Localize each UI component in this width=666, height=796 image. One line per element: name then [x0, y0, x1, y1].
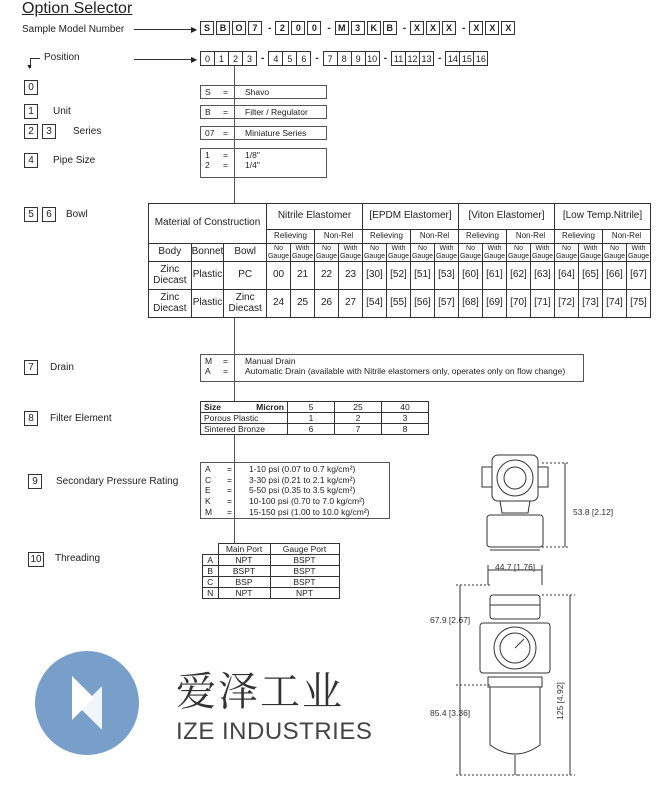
bowl-code-cell: [53] [435, 262, 459, 290]
gauge-header: No Gauge [315, 245, 338, 260]
position-cell: 16 [474, 51, 488, 66]
gauge-header: No Gauge [603, 245, 626, 260]
bowl-code-cell: [70] [507, 290, 531, 318]
position-cell: 13 [420, 51, 434, 66]
relief-header: Non-Rel [411, 230, 459, 244]
gauge-header: With Gauge [579, 245, 602, 260]
gauge-header: With Gauge [339, 245, 362, 260]
bowl-code-cell: [55] [387, 290, 411, 318]
page-title: Option Selector [22, 0, 133, 17]
bowl-code-cell: [74] [603, 290, 627, 318]
bowl-code-cell: [69] [483, 290, 507, 318]
bowl-code-cell: 24 [267, 290, 291, 318]
relief-header: Relieving [267, 230, 315, 244]
gauge-header: No Gauge [555, 245, 578, 260]
sample-cell: X [410, 21, 424, 35]
section-num: 0 [24, 80, 38, 95]
section-label-bowl: Bowl [66, 209, 88, 220]
series-options: 07 = Miniature Series [200, 126, 327, 140]
arrow-down-icon: ▼ [26, 64, 33, 71]
gauge-header: No Gauge [411, 245, 434, 260]
position-cell: 1 [215, 51, 229, 66]
bowl-code-cell: [61] [483, 262, 507, 290]
separator-dash: - [402, 22, 407, 34]
section-num: 9 [28, 474, 42, 489]
relief-header: Non-Rel [315, 230, 363, 244]
sample-cell: B [383, 21, 397, 35]
gauge-header: No Gauge [507, 245, 530, 260]
bowl-header: Bowl [224, 244, 267, 262]
section-label-drain: Drain [50, 362, 74, 373]
section-num: 8 [24, 411, 38, 426]
bowl-code-cell: 00 [267, 262, 291, 290]
section-label-pipe: Pipe Size [53, 155, 96, 166]
separator-dash: - [261, 53, 265, 64]
watermark-cn: 爱泽工业 [176, 669, 344, 715]
top-view-drawing [482, 455, 570, 550]
bowl-code-cell: 21 [291, 262, 315, 290]
bowl-code-cell: 27 [339, 290, 363, 318]
front-view-drawing [456, 565, 575, 775]
body-cell: Zinc Diecast [149, 290, 192, 318]
position-arrow-bar [30, 58, 40, 59]
separator-dash: - [315, 53, 319, 64]
sample-cell: 0 [291, 21, 305, 35]
sample-cell: 0 [307, 21, 321, 35]
position-cells [200, 51, 488, 66]
gauge-header: With Gauge [627, 245, 650, 260]
position-cell: 10 [366, 51, 380, 66]
sample-arrow [134, 29, 194, 30]
bowl-code-cell: [57] [435, 290, 459, 318]
body-header: Body [149, 244, 192, 262]
sample-cell: S [200, 21, 214, 35]
position-arrow [134, 59, 194, 60]
separator-dash: - [268, 22, 272, 34]
bowl-code-cell: [64] [555, 262, 579, 290]
gauge-header: With Gauge [387, 245, 410, 260]
sample-model-label: Sample Model Number [22, 24, 125, 35]
bowl-code-cell: [63] [531, 262, 555, 290]
sample-cell: X [485, 21, 499, 35]
position-cell: 12 [406, 51, 420, 66]
bowl-cell: PC [224, 262, 267, 290]
position-group [445, 51, 488, 66]
position-cell: 7 [323, 51, 338, 66]
bowl-code-cell: [51] [411, 262, 435, 290]
section-label-series: Series [73, 126, 102, 137]
position-group [391, 51, 434, 66]
sample-group [335, 21, 399, 35]
bowl-code-cell: [60] [459, 262, 483, 290]
position-cell: 14 [445, 51, 460, 66]
separator-dash: - [327, 22, 331, 34]
bowl-code-cell: [52] [387, 262, 411, 290]
gauge-header: No Gauge [459, 245, 482, 260]
sample-group [469, 21, 517, 35]
material-header: Material of Construction [149, 204, 267, 244]
bowl-code-cell: [68] [459, 290, 483, 318]
sample-cell: M [335, 21, 349, 35]
relief-header: Non-Rel [603, 230, 651, 244]
position-cell: 9 [352, 51, 366, 66]
section-num: 7 [24, 360, 38, 375]
sample-cell: B [216, 21, 230, 35]
sample-cell: X [442, 21, 456, 35]
bonnet-header: Bonnet [191, 244, 224, 262]
bowl-code-cell: [72] [555, 290, 579, 318]
bowl-code-cell: 25 [291, 290, 315, 318]
pipe-options: 1 = 1/8" 2 = 1/4" [200, 148, 327, 178]
drain-options: M = Manual Drain A = Automatic Drain (available with Nitrile elastomers only, operates only on flow change) [200, 354, 584, 382]
sample-cell: X [426, 21, 440, 35]
sample-group [275, 21, 323, 35]
elastomer-header: [Viton Elastomer] [459, 204, 555, 230]
relief-header: Relieving [363, 230, 411, 244]
bowl-cell: Zinc Diecast [224, 290, 267, 318]
sample-cell: O [232, 21, 246, 35]
position-cell: 11 [391, 51, 406, 66]
bowl-code-cell: [56] [411, 290, 435, 318]
separator-dash: - [462, 22, 466, 34]
ize-logo-icon [32, 648, 142, 758]
position-group [200, 51, 257, 66]
bowl-table [148, 203, 651, 318]
relief-header: Relieving [555, 230, 603, 244]
relief-header: Non-Rel [507, 230, 555, 244]
sample-cell: 3 [351, 21, 365, 35]
section-num: 3 [42, 124, 56, 139]
bowl-code-cell: [62] [507, 262, 531, 290]
separator-dash: - [383, 53, 388, 64]
dim-height-top: 53.8 [2.12] [573, 507, 614, 517]
elastomer-header: [EPDM Elastomer] [363, 204, 459, 230]
pressure-options: A = 1-10 psi (0.07 to 0.7 kg/cm²) C = 3-30 psi (0.21 to 2.1 kg/cm²) E = 5-50 psi (0.35 to 3.5 kg/cm²) K = 10-100 psi (0.70 to 7.0 kg/cm²) M = 15-150 psi (1.00 to 10.0 kg/cm²) [200, 462, 390, 519]
position-cell: 5 [283, 51, 297, 66]
sample-cell: 2 [275, 21, 289, 35]
dim-total: 125 [4.92] [555, 682, 565, 720]
gauge-header: With Gauge [291, 245, 314, 260]
bonnet-cell: Plastic [191, 262, 224, 290]
sample-cell: X [501, 21, 515, 35]
section-num: 2 [24, 124, 38, 139]
sample-model-cells [200, 21, 517, 35]
bowl-code-cell: [75] [627, 290, 651, 318]
gauge-header: With Gauge [531, 245, 554, 260]
section-num: 1 [24, 104, 38, 119]
thread-table: Main Port Gauge Port A NPT BSPT B BSPT BSPT C BSP BSPT N NPT NPT [202, 543, 340, 599]
bowl-code-cell: 22 [315, 262, 339, 290]
relief-header: Relieving [459, 230, 507, 244]
section-label-filter: Filter Element [50, 413, 112, 424]
section-label-pressure: Secondary Pressure Rating [56, 476, 179, 487]
sample-cell: K [367, 21, 381, 35]
position-cell: 4 [268, 51, 283, 66]
position-cell: 0 [200, 51, 215, 66]
brand-options: S = Shavo [200, 85, 327, 99]
position-label: Position [44, 52, 80, 63]
bowl-code-cell: 23 [339, 262, 363, 290]
bowl-code-cell: 26 [315, 290, 339, 318]
bowl-code-cell: [71] [531, 290, 555, 318]
bowl-code-cell: [54] [363, 290, 387, 318]
dim-lower: 85.4 [3.36] [430, 708, 471, 718]
position-cell: 8 [338, 51, 352, 66]
section-num: 10 [28, 552, 44, 567]
gauge-header: With Gauge [483, 245, 506, 260]
sample-group [410, 21, 458, 35]
separator-dash: - [438, 53, 442, 64]
elastomer-header: [Low Temp.Nitrile] [555, 204, 651, 230]
gauge-header: No Gauge [267, 245, 290, 260]
dim-upper: 67.9 [2.67] [430, 615, 471, 625]
bowl-code-cell: [65] [579, 262, 603, 290]
elastomer-header: Nitrile Elastomer [267, 204, 363, 230]
bowl-code-cell: [67] [627, 262, 651, 290]
position-group [268, 51, 311, 66]
section-num: 6 [42, 207, 56, 222]
watermark-en: IZE INDUSTRIES [176, 718, 373, 745]
bowl-code-cell: [73] [579, 290, 603, 318]
gauge-header: With Gauge [435, 245, 458, 260]
position-group [323, 51, 380, 66]
unit-options: B = Filter / Regulator [200, 105, 327, 119]
bonnet-cell: Plastic [191, 290, 224, 318]
body-cell: Zinc Diecast [149, 262, 192, 290]
dim-width: 44.7 [1.76] [495, 562, 536, 572]
position-cell: 15 [460, 51, 474, 66]
bowl-code-cell: [66] [603, 262, 627, 290]
position-cell: 6 [297, 51, 311, 66]
section-label-unit: Unit [53, 106, 71, 117]
section-label-threading: Threading [55, 553, 101, 564]
arrow-head-icon: ▶ [191, 55, 198, 64]
filter-table: Size Micron 5 25 40 Porous Plastic 1 2 3 Sintered Bronze 6 7 8 [200, 401, 429, 435]
section-num: 5 [24, 207, 38, 222]
position-cell: 2 [229, 51, 243, 66]
sample-cell: 7 [248, 21, 262, 35]
section-num: 4 [24, 153, 38, 168]
sample-cell: X [469, 21, 483, 35]
gauge-header: No Gauge [363, 245, 386, 260]
bowl-code-cell: [30] [363, 262, 387, 290]
arrow-head-icon: ▶ [191, 25, 198, 34]
sample-group [200, 21, 264, 35]
position-cell: 3 [243, 51, 257, 66]
